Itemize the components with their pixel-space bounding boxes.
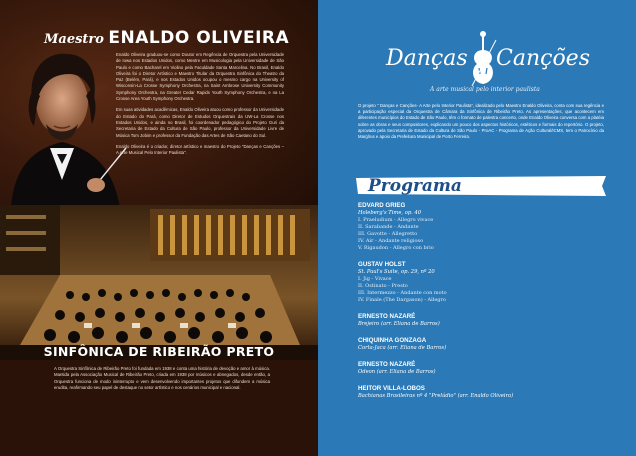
composer-name: GUSTAV HOLST [358, 261, 406, 268]
violin-icon [466, 30, 500, 90]
work-title: Bachianas Brasileiras nº 4 "Prelúdio" (arr. Enaldo Oliveira) [358, 393, 514, 399]
movement: III. Intermezzo - Andante con moto [358, 290, 447, 296]
work-title: Holeberg's Time, op. 40 [358, 210, 422, 216]
movement: V. Rigaudon - Allegro con brio [358, 245, 434, 251]
orchestra-description: A Orquestra Sinfônica de Ribeirão Preto foi fundada em 1938 e conta uma história de devoção e amor à música. Mantida pela Associação Musical de Ribeirão Preto, criada em 1938 por músicos e abnegados, desde então, a Orquestra funciona de modo ininterrupto e vem desenvolvendo importantes projetos que difundem a música erudita, reafirmando seu papel de destaque no setor artístico e nos cenários municipal e nacional. [54, 366, 270, 390]
program-entry [358, 202, 608, 252]
composer-name: HEITOR VILLA-LOBOS [358, 385, 425, 392]
movement: I. Jig - Vivace [358, 276, 392, 282]
program-entry [358, 313, 608, 328]
work-title: Corta-Jaca (arr. Eliana de Barros) [358, 345, 447, 351]
maestro-name: ENALDO OLIVEIRA [108, 28, 290, 48]
program-entry [358, 261, 608, 304]
maestro-heading [44, 28, 289, 48]
program-entry [358, 337, 608, 352]
program-entry [358, 385, 608, 400]
work-title: Odeon (arr. Eliana de Barros) [358, 369, 436, 375]
composer-name: ERNESTO NAZARÉ [358, 361, 416, 368]
movement: IV. Finale (The Dargason) - Allegro [358, 297, 446, 303]
movement: I. Praeludium - Allegro vivace [358, 217, 434, 223]
maestro-portrait [0, 30, 128, 225]
work-title: Brejeiro (arr. Eliana de Barros) [358, 321, 440, 327]
orchestra-title: SINFÔNICA DE RIBEIRÃO PRETO [43, 344, 275, 359]
composer-name: CHIQUINHA GONZAGA [358, 337, 427, 344]
program-title: Programa [368, 176, 462, 196]
program-banner [356, 176, 606, 196]
logo-word-cancoes: Canções [496, 46, 590, 71]
right-page [318, 0, 636, 456]
movement: III. Gavotte - Allegretto [358, 231, 418, 237]
bio-paragraph-1: Enaldo Oliveira graduou-se como Doutor em Regência de Orquestra pela Universidade de Iowa nos Estados Unidos, como Mestre em Musicologia pela Universidade de São Paulo e como Bacharel em Violino pela Faculdade Santa Marcelina. No Brasil, Enaldo Oliveira foi o Diretor Artístico e Maestro Titular da Orquestra Sinfônica do Theatro da Paz (Belém, Pará), e nos Estados Unidos ocupou o mesmo cargo na University of Wisconsin-La Crosse Symphony Orchestra, na Saint Ambrose University Community Symphony Orchestra, na Greater Cedar Rapids Youth Symphony Orchestra, e na La Crosse Area Youth Symphony Orchestra. [116, 52, 284, 102]
movement: IV. Air - Andante religioso [358, 238, 424, 244]
work-title: St. Paul's Suite, op. 29, nº 20 [358, 269, 435, 275]
logo-word-dancas: Danças [386, 46, 468, 71]
bio-paragraph-3: Enaldo Oliveira é o criador, diretor artístico e maestro do Projeto "Danças e Canções – A Arte Musical Pelo Interior Paulista". [116, 143, 284, 156]
movement: II. Ostinato - Presto [358, 283, 408, 289]
bio-paragraph-2: Em suas atividades acadêmicas, Enaldo Oliveira atuou como professor da Universidade do Estado do Pará, como Diretor de Estudos Orquestrais da UW-La Crosse nos Estados Unidos, e ainda no Brasil, foi coordenador pedagógico do Projeto Guri da Secretaria de Estado da Cultura de São Paulo, professor da Universidade Livre de Música Tom Jobim e professor da Fundação das Artes de São Caetano do Sul. [116, 107, 284, 138]
maestro-bio [116, 52, 284, 161]
program-list [358, 202, 608, 406]
project-logo [378, 28, 588, 98]
logo-subtitle: A arte musical pelo interior paulista [430, 86, 540, 93]
project-description: O projeto " Danças e Canções- A Arte pelo Interior Paulista", idealizado pelo Maestro Enaldo Oliveira, conta com sua regência e a participação especial da Orquestra de Câmara da Sinfônica de Ribeirão Preto. As apresentações, que acontecem em diferentes municípios do Estado de São Paulo, têm o formato de palestra concerto, onde Enaldo Oliveira conversa com a platéia sobre as obras e seus compositores, explicando um pouco dos aspectos históricos, estéticos e formais do repertório. O projeto, aprovado pela Secretaria de Estado da Cultura de São Paulo - ProAC - Programa de Ação Cultural/ICMS, tem o Patrocínio da Marglrus e apoio da Prefeitura Municipal de Porto Ferreira. [358, 103, 604, 140]
composer-name: EDVARD GRIEG [358, 202, 406, 209]
maestro-prefix: Maestro [44, 32, 104, 47]
composer-name: ERNESTO NAZARÉ [358, 313, 416, 320]
movement: II. Sarabande - Andante [358, 224, 419, 230]
orchestra-photo [0, 205, 318, 360]
program-entry [358, 361, 608, 376]
